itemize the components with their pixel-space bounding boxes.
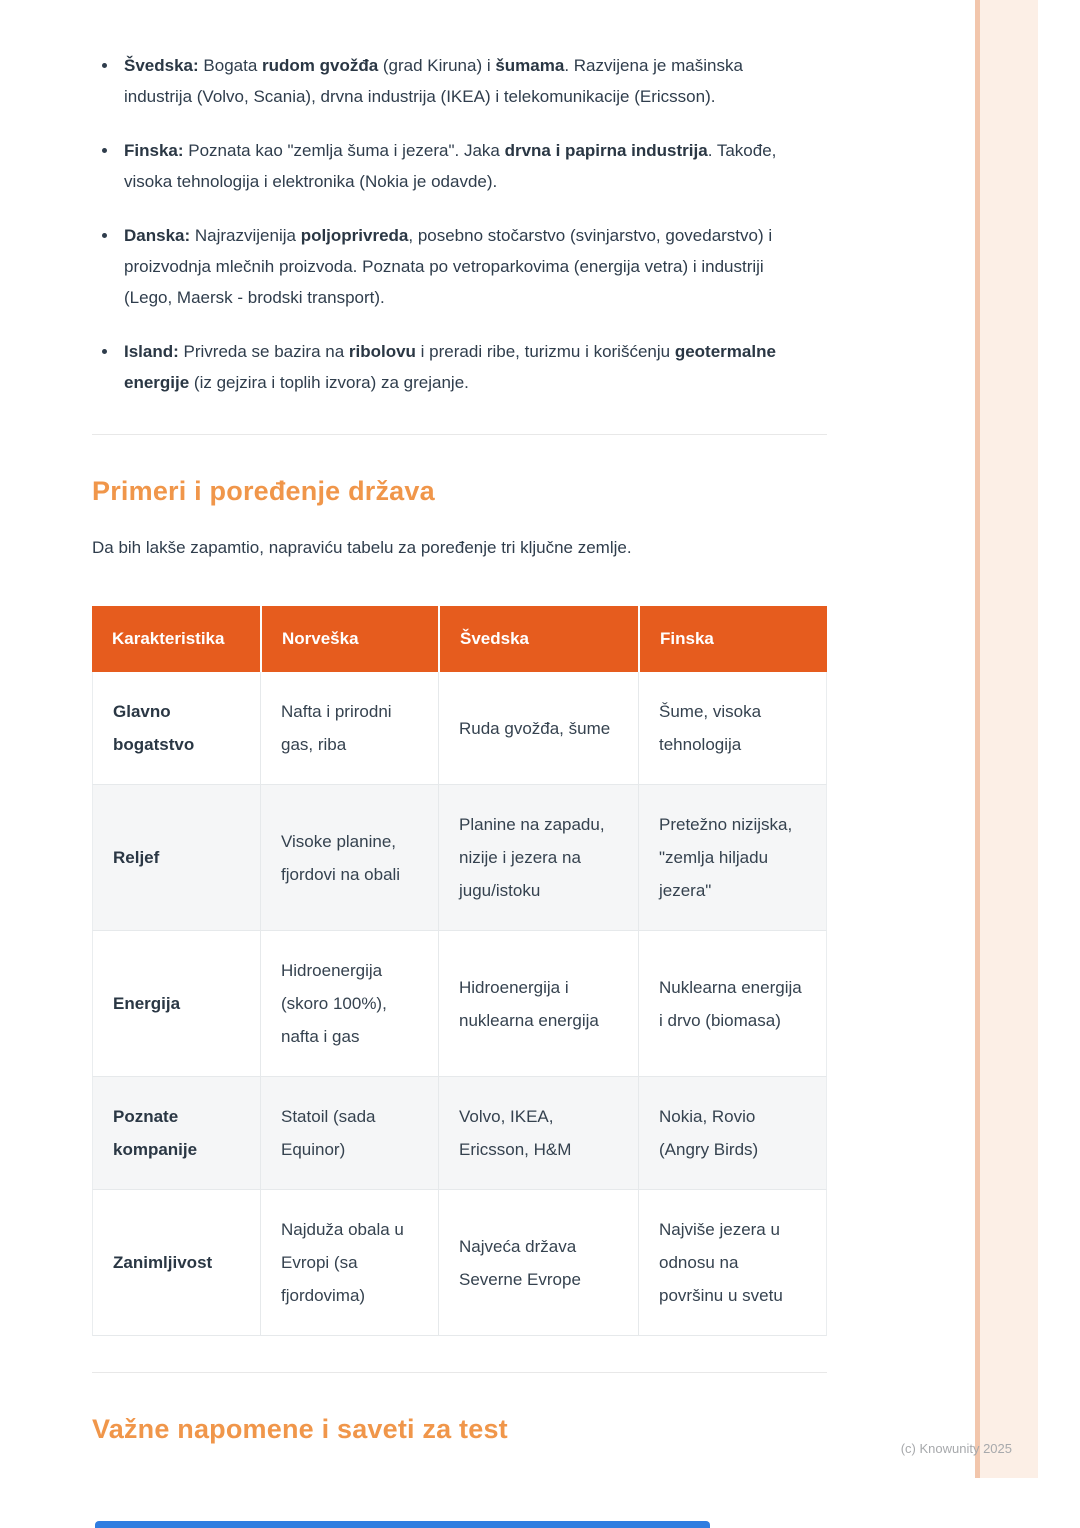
table-cell: Nafta i prirodni gas, riba [260, 672, 438, 785]
bullet-bold-text: poljoprivreda [300, 226, 409, 245]
table-cell: Šume, visoka tehnologija [638, 672, 827, 785]
section-divider-bottom [92, 1372, 827, 1373]
table-cell: Ruda gvožđa, šume [438, 672, 638, 785]
content-column [92, 0, 827, 1445]
row-label-cell: Reljef [92, 785, 260, 931]
bullet-text: . Takođe, visoka tehnologija i elektronika (Nokia je odavde). [124, 141, 777, 191]
row-label-cell: Glavno bogatstvo [92, 672, 260, 785]
table-cell: Pretežno nizijska, "zemlja hiljadu jezera" [638, 785, 827, 931]
bullet-bold-text: Finska: [124, 141, 184, 160]
row-label-cell: Poznate kompanije [92, 1077, 260, 1190]
bullet-text: . Razvijena je mašinska industrija (Volvo, Scania), drvna industrija (IKEA) i telekomunikacije (Ericsson). [124, 56, 743, 106]
table-header-cell: Švedska [438, 606, 638, 672]
bullet-bold-text: Danska: [124, 226, 191, 245]
table-header-cell: Norveška [260, 606, 438, 672]
country-comparison-table [92, 606, 827, 1336]
bullet-bold-text: rudom gvožđa [262, 56, 379, 75]
bullet-text: (grad Kiruna) i [378, 56, 496, 75]
table-header-cell: Finska [638, 606, 827, 672]
bullet-item [92, 50, 792, 112]
bullet-text: Poznata kao "zemlja šuma i jezera". Jaka [183, 141, 505, 160]
copyright-footer: (c) Knowunity 2025 [900, 1441, 1012, 1456]
table-cell: Volvo, IKEA, Ericsson, H&M [438, 1077, 638, 1190]
next-section-blue-bar [95, 1521, 710, 1528]
country-bullet-list [92, 50, 792, 398]
bullet-item [92, 220, 792, 313]
table-cell: Najviše jezera u odnosu na površinu u svetu [638, 1190, 827, 1336]
table-row [92, 785, 827, 931]
comparison-table-body [92, 672, 827, 1336]
comparison-intro-text: Da bih lakše zapamtio, napraviću tabelu za poređenje tri ključne zemlje. [92, 538, 632, 557]
table-cell: Najveća država Severne Evrope [438, 1190, 638, 1336]
bullet-text: Najrazvijenija [190, 226, 301, 245]
table-cell: Statoil (sada Equinor) [260, 1077, 438, 1190]
table-header-row [92, 606, 827, 672]
table-row [92, 1190, 827, 1336]
table-row [92, 672, 827, 785]
bullet-bold-text: drvna i papirna industrija [504, 141, 708, 160]
table-row [92, 1077, 827, 1190]
section-divider-top [92, 434, 827, 435]
bullet-text: i preradi ribe, turizmu i korišćenju [415, 342, 675, 361]
table-header-cell: Karakteristika [92, 606, 260, 672]
section-heading-notes: Važne napomene i saveti za test [92, 1414, 508, 1444]
section-heading-comparison: Primeri i poređenje država [92, 476, 435, 506]
bullet-bold-text: Švedska: [124, 56, 199, 75]
bullet-text: (iz gejzira i toplih izvora) za grejanje. [189, 373, 469, 392]
table-cell: Najduža obala u Evropi (sa fjordovima) [260, 1190, 438, 1336]
row-label-cell: Zanimljivost [92, 1190, 260, 1336]
table-cell: Nokia, Rovio (Angry Birds) [638, 1077, 827, 1190]
bullet-text: Bogata [198, 56, 262, 75]
row-label-cell: Energija [92, 931, 260, 1077]
table-cell: Hidroenergija (skoro 100%), nafta i gas [260, 931, 438, 1077]
table-cell: Hidroenergija i nuklearna energija [438, 931, 638, 1077]
bullet-bold-text: šumama [495, 56, 565, 75]
bullet-item [92, 336, 792, 398]
table-cell: Nuklearna energija i drvo (biomasa) [638, 931, 827, 1077]
table-row [92, 931, 827, 1077]
bullet-text: Privreda se bazira na [178, 342, 349, 361]
bullet-bold-text: geotermalne energije [124, 342, 776, 392]
bullet-bold-text: Island: [124, 342, 179, 361]
side-strip-decoration [975, 0, 1038, 1478]
table-cell: Planine na zapadu, nizije i jezera na jugu/istoku [438, 785, 638, 931]
bullet-bold-text: ribolovu [348, 342, 416, 361]
bullet-item [92, 135, 792, 197]
comparison-table-header [92, 606, 827, 672]
bullet-text: , posebno stočarstvo (svinjarstvo, govedarstvo) i proizvodnja mlečnih proizvoda. Poznata po vetroparkovima (energija vetra) i industriji (Lego, Maersk - brodski transport). [124, 226, 773, 307]
table-cell: Visoke planine, fjordovi na obali [260, 785, 438, 931]
